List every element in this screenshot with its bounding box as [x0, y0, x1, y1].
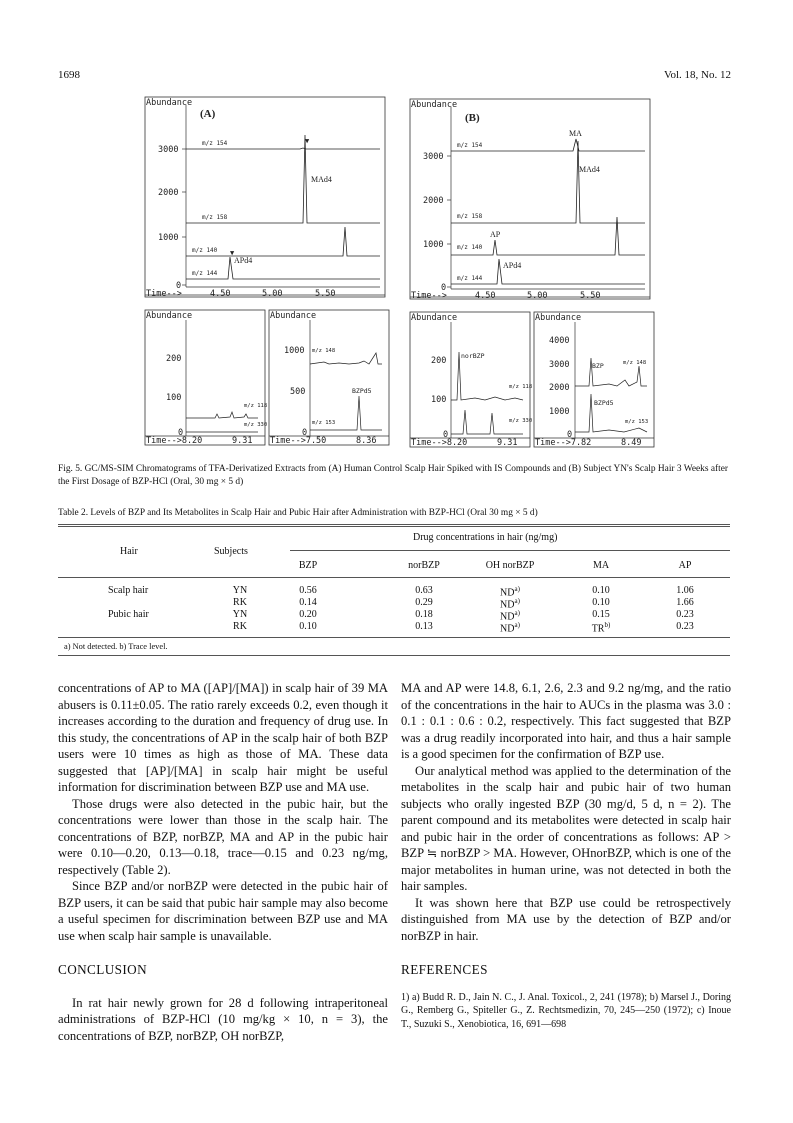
value-cell: 0.23	[676, 621, 694, 632]
y-axis-title: Abundance	[411, 100, 458, 110]
right-column	[401, 680, 731, 1031]
y-axis-title: Abundance	[535, 313, 582, 323]
value-cell: 0.10	[592, 597, 610, 608]
marker-arrow: ▼	[230, 249, 235, 257]
y-tick-label: 100	[166, 393, 182, 403]
x-axis-start: Time-->8.20	[411, 438, 468, 448]
peak-label-bzp: BZP	[592, 362, 604, 370]
y-tick-label: 200	[166, 354, 182, 364]
panel-label: (B)	[465, 112, 480, 124]
y-tick-label: 0	[567, 430, 573, 440]
value-cell: TR$^{b)}$	[591, 621, 611, 635]
peak-label-apd4: APd4	[234, 256, 253, 265]
peak-label-bzpd5: BZPd5	[594, 399, 614, 407]
trace-label: m/z 154	[202, 140, 228, 147]
y-axis-title: Abundance	[146, 311, 193, 321]
y-tick-label: 1000	[423, 240, 444, 250]
y-tick-label: 0	[176, 281, 182, 291]
paragraph: Our analytical method was applied to the determination of the metabolites in the scalp hair and pubic hair of two human subjects who orally ingested BZP (30 mg/d, 5 d, n = 2). The parent compound and its metabolites were detected in scalp hair and pubic hair in the order of concentrations as follows: AP > BZP ≒ norBZP > MA. However, OHnorBZP, which is one of the major metabolites in human urine, was not detected in both the hair samples.	[401, 763, 731, 893]
y-tick-label: 0	[443, 430, 449, 440]
peak-label-mad4: MAd4	[579, 165, 600, 174]
peak-label-ma: MA	[569, 129, 582, 138]
y-tick-label: 4000	[549, 336, 570, 346]
value-cell: 0.10	[299, 621, 317, 632]
section-heading: REFERENCES	[401, 962, 488, 977]
y-tick-label: 2000	[549, 383, 570, 393]
y-tick-label: 100	[431, 395, 447, 405]
x-tick-label: 5.50	[315, 289, 336, 299]
value-cell: 1.66	[676, 597, 694, 608]
x-tick-label: 5.00	[262, 289, 283, 299]
y-tick-label: 3000	[158, 145, 179, 155]
trace-label: m/z 158	[457, 213, 483, 220]
x-axis-end: 8.36	[356, 436, 377, 446]
page-number: 1698	[58, 69, 80, 81]
column-header: OH norBZP	[485, 560, 535, 571]
y-axis-title: Abundance	[270, 311, 317, 321]
x-axis-end: 9.31	[232, 436, 253, 446]
trace-label: m/z 153	[312, 420, 336, 426]
paragraph: Since BZP and/or norBZP were detected in the pubic hair of BZP users, it can be said that pubic hair sample may also become a useful specimen for discrimination between BZP use and MA use when scalp hair sample is unavailable.	[58, 879, 388, 943]
trace-label: m/z 118	[509, 384, 533, 390]
y-tick-label: 200	[431, 356, 447, 366]
y-tick-label: 0	[441, 283, 447, 293]
y-tick-label: 3000	[423, 152, 444, 162]
subject-cell: RK	[233, 597, 247, 608]
value-cell: 0.23	[676, 609, 694, 620]
group-header: Drug concentrations in hair (ng/mg)	[413, 532, 558, 543]
y-tick-label: 0	[302, 428, 308, 438]
chromatogram-panel-b-sub2	[529, 310, 655, 450]
trace-label: m/z 153	[625, 419, 649, 425]
paragraph: MA and AP were 14.8, 6.1, 2.6, 2.3 and 9.2 ng/mg, and the ratio of the concentrations in the hair to AUCs in the plasma was 3.0 : 0.1 : 0.1 : 0.6 : 0.2, respectively. This fact suggested that BZP was a drug readily incorporated into hair, and thus a hair sample is a good specimen for the confirmation of BZP use.	[401, 681, 731, 761]
value-cell: 0.15	[592, 609, 610, 620]
hair-cell: Scalp hair	[108, 585, 149, 596]
column-header-hair: Hair	[120, 546, 138, 557]
paragraph: In rat hair newly grown for 28 d following intraperitoneal administrations of BZP-HCl (10 mg/kg × 10, n = 3), the concentrations of BZP, norBZP, OH norBZP,	[58, 995, 388, 1043]
column-header: norBZP	[408, 560, 440, 571]
x-tick-label: 5.00	[527, 291, 548, 301]
table-footnote: a) Not detected. b) Trace level.	[64, 642, 168, 651]
value-cell: 0.20	[299, 609, 317, 620]
trace	[310, 353, 382, 364]
panel-label: (A)	[200, 108, 216, 120]
paragraph: It was shown here that BZP use could be retrospectively distinguished from MA use by the detection of BZP and/or norBZP in hair.	[401, 895, 731, 943]
chromatogram-panel-a	[140, 95, 390, 305]
y-tick-label: 1000	[549, 407, 570, 417]
peak-label-bzpd5: BZPd5	[352, 387, 372, 395]
peak-label-norbzp: norBZP	[461, 352, 485, 360]
x-axis-start: Time-->8.20	[146, 436, 203, 446]
value-cell: 0.10	[592, 585, 610, 596]
subject-cell: YN	[232, 609, 248, 620]
trace-label: m/z 330	[509, 418, 533, 424]
peak-label-ap: AP	[490, 230, 501, 239]
trace-label: m/z 330	[244, 422, 268, 428]
trace-label: m/z 158	[202, 214, 228, 221]
y-tick-label: 0	[178, 428, 184, 438]
x-axis-start: Time-->7.50	[270, 436, 327, 446]
y-tick-label: 1000	[158, 233, 179, 243]
trace-label: m/z 148	[312, 348, 336, 354]
trace-label: m/z 140	[457, 244, 483, 251]
paragraph: Those drugs were also detected in the pubic hair, but the concentrations were lower than those in the scalp hair. The concentrations of BZP, norBZP, MA and AP in the pubic hair were 0.10—0.20, 0.13—0.18, trace—0.15 and 0.23 ng/mg, respectively (Table 2).	[58, 796, 388, 877]
figure-caption: Fig. 5. GC/MS-SIM Chromatograms of TFA-Derivatized Extracts from (A) Human Control Scalp Hair Spiked with IS Compounds and (B) Subject YN's Scalp Hair 3 Weeks after the First Dosage of BZP-HCl (Oral, 30 mg × 5 d)	[58, 464, 729, 487]
column-header: MA	[592, 560, 610, 571]
column-header: AP	[678, 560, 692, 571]
x-axis-prefix: Time-->	[411, 291, 447, 301]
trace-label: m/z 118	[244, 403, 268, 409]
y-tick-label: 2000	[423, 196, 444, 206]
value-cell: ND$^{a)}$	[500, 597, 520, 611]
volume-issue: Vol. 18, No. 12	[663, 69, 731, 81]
data-table	[58, 524, 730, 656]
trace-label: m/z 140	[192, 247, 218, 254]
value-cell: 0.13	[415, 621, 433, 632]
y-axis-title: Abundance	[146, 98, 193, 108]
chromatogram-panel-b-sub1	[405, 310, 531, 450]
peak-label-mad4: MAd4	[311, 175, 332, 184]
subject-cell: RK	[233, 621, 247, 632]
column-header: BZP	[298, 560, 318, 571]
section-heading: CONCLUSION	[58, 962, 147, 977]
x-axis-end: 9.31	[497, 438, 518, 448]
value-cell: 0.18	[415, 609, 433, 620]
y-tick-label: 2000	[158, 188, 179, 198]
chromatogram-panel-a-sub2	[264, 308, 390, 448]
value-cell: ND$^{a)}$	[500, 609, 520, 623]
trace-label: m/z 154	[457, 142, 483, 149]
trace-label: m/z 148	[623, 360, 647, 366]
subject-cell: YN	[232, 585, 248, 596]
trace-label: m/z 144	[457, 275, 483, 282]
left-column	[58, 680, 388, 1044]
paragraph: concentrations of AP to MA ([AP]/[MA]) in scalp hair of 39 MA abusers is 0.11±0.05. The ratio rarely exceeds 0.2, even though it increases according to the duration and frequency of drug use. In this study, the concentrations of AP in the scalp hair of both BZP users were 10 times as high as those of MA. These data suggested that [AP]/[MA] in scalp hair might be useful information for discrimination between BZP use and MA use.	[58, 681, 388, 794]
value-cell: 1.06	[676, 585, 694, 596]
value-cell: 0.14	[299, 597, 317, 608]
peak-label-apd4: APd4	[503, 261, 522, 270]
trace-label: m/z 144	[192, 270, 218, 277]
marker-arrow: ▼	[305, 137, 310, 145]
chromatogram-panel-a-sub1	[140, 308, 266, 448]
trace-mz158	[186, 135, 380, 223]
y-tick-label: 1000	[284, 346, 305, 356]
x-tick-label: 4.50	[210, 289, 231, 299]
trace-mz158	[451, 141, 645, 223]
y-axis-title: Abundance	[411, 313, 458, 323]
x-axis-prefix: Time-->	[146, 289, 182, 299]
trace	[186, 412, 258, 418]
value-cell: ND$^{a)}$	[500, 621, 520, 635]
table-caption: Table 2. Levels of BZP and Its Metabolites in Scalp Hair and Pubic Hair after Administration with BZP-HCl (Oral 30 mg × 5 d)	[58, 508, 538, 518]
value-cell: ND$^{a)}$	[500, 585, 520, 599]
hair-cell: Pubic hair	[108, 609, 149, 620]
y-tick-label: 500	[290, 387, 306, 397]
y-tick-label: 3000	[549, 360, 570, 370]
column-header-subjects: Subjects	[214, 546, 248, 557]
value-cell: 0.56	[299, 585, 317, 596]
reference-entry: 1) a) Budd R. D., Jain N. C., J. Anal. Toxicol., 2, 241 (1978); b) Marsel J., Doring G., Remberg G., Spiteller G., Z. Rechtsmedizin, 70, 245—250 (1972); c) Inoue T., Suzuki S., Xenobiotica, 16, 691—698	[401, 991, 731, 1030]
x-axis-start: Time-->7.82	[535, 438, 592, 448]
x-tick-label: 5.50	[580, 291, 601, 301]
x-tick-label: 4.50	[475, 291, 496, 301]
value-cell: 0.29	[415, 597, 433, 608]
trace-mz154	[186, 148, 380, 149]
chromatogram-panel-b	[405, 97, 655, 307]
value-cell: 0.63	[415, 585, 433, 596]
x-axis-end: 8.49	[621, 438, 642, 448]
